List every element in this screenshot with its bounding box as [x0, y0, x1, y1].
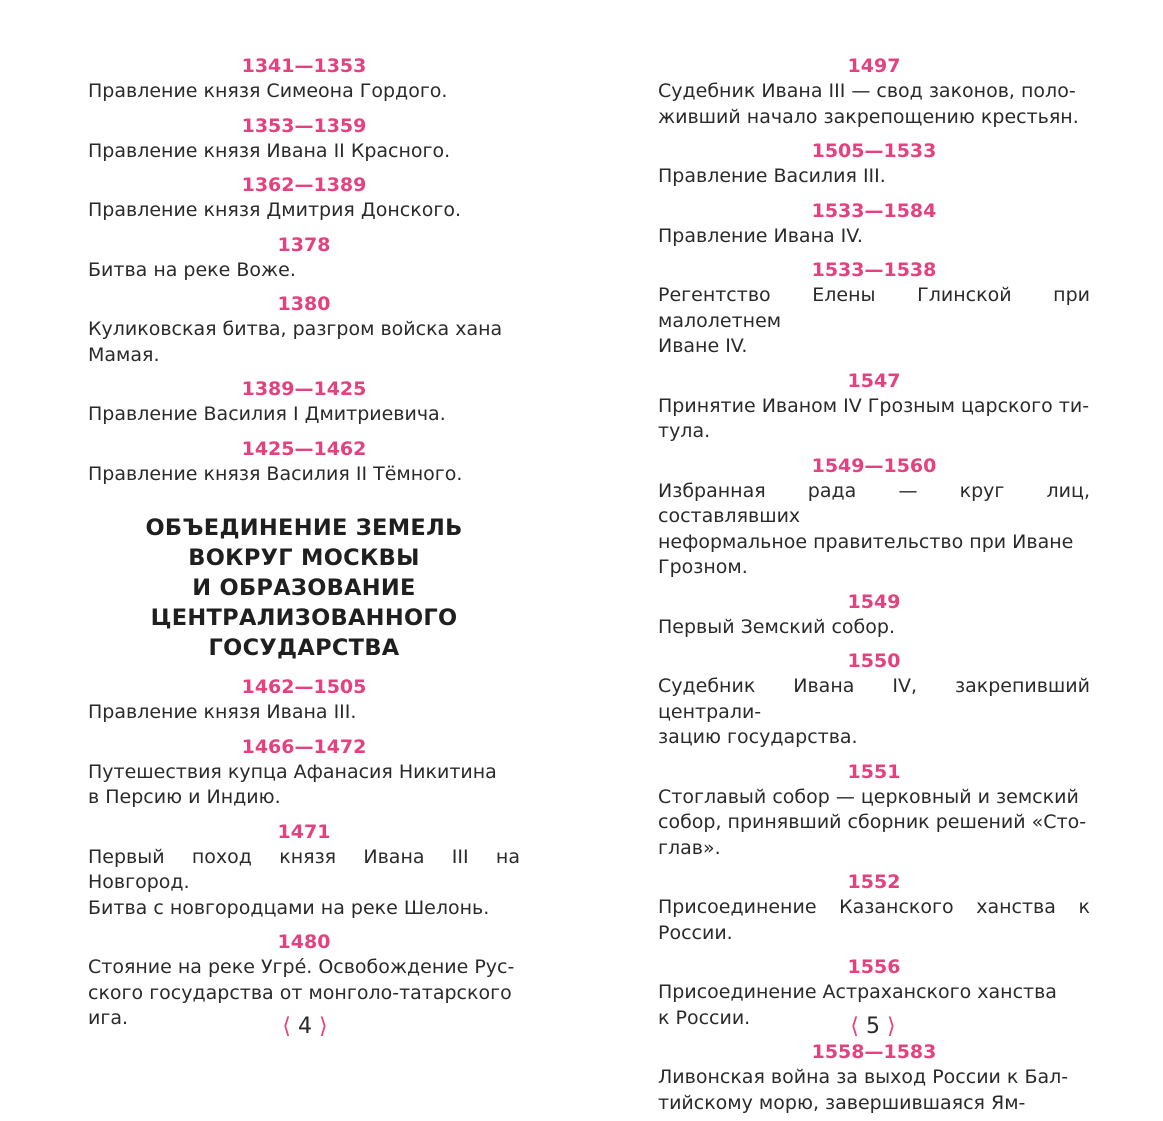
right-page — [658, 50, 1090, 1121]
entry-text: Правление Василия III. — [658, 165, 886, 187]
entry-year: 1550 — [847, 650, 901, 672]
entry-year: 1497 — [847, 55, 901, 77]
timeline-entry — [88, 110, 520, 165]
entry-year: 1549—1560 — [811, 454, 937, 477]
entry-text: Ливонская война за выход России к Бал- тийскому морю, завершившаяся Ям- — [658, 1066, 1069, 1114]
timeline-entry — [658, 866, 1090, 946]
entry-year: 1547 — [847, 369, 901, 392]
timeline-entry — [658, 756, 1090, 862]
page-number-left — [275, 1012, 335, 1042]
entry-year: 1471 — [277, 820, 331, 843]
left-entries-top — [88, 50, 520, 487]
entry-text: Регентство Елены Глинской при малолетнем Иване IV. — [658, 284, 1090, 357]
entry-text: Стояние на реке Угре́. Освобождение Рус- ского государства от монголо-татарского ига. — [88, 956, 515, 1029]
entry-text: Куликовская битва, разгром войска хана Мамая. — [88, 318, 503, 366]
page-number-value: 4 — [298, 1014, 312, 1039]
entry-year: 1549 — [847, 590, 901, 613]
entry-text: Правление князя Василия II Тёмного. — [88, 462, 463, 485]
timeline-entry — [658, 645, 1090, 751]
entry-year: 1556 — [847, 956, 901, 978]
entry-text: Правление князя Симеона Гордого. — [88, 80, 448, 102]
entry-text: Присоединение Астраханского ханства к России. — [658, 981, 1057, 1029]
entry-text: Стоглавый собор — церковный и земский собор, принявший сборник решений «Сто- глав». — [658, 785, 1087, 859]
entry-year: 1425—1462 — [241, 437, 367, 460]
entry-year: 1389—1425 — [241, 378, 367, 400]
entry-year: 1533—1538 — [811, 259, 937, 281]
entry-year: 1480 — [277, 931, 331, 953]
timeline-entry — [658, 50, 1090, 130]
entry-year: 1466—1472 — [241, 735, 367, 758]
entry-year: 1533—1584 — [811, 199, 937, 222]
left-page — [88, 50, 520, 1037]
entry-year: 1552 — [847, 871, 901, 893]
entry-text: Битва на реке Воже. — [88, 258, 296, 281]
timeline-entry — [658, 254, 1090, 360]
timeline-entry — [88, 373, 520, 428]
timeline-entry — [88, 816, 520, 922]
timeline-entry — [88, 50, 520, 105]
entry-year: 1380 — [277, 293, 331, 315]
entry-year: 1341—1353 — [241, 55, 367, 77]
timeline-entry — [88, 671, 520, 726]
entry-text: Избранная рада — круг лиц, составлявших неформальное правительство при Иване Грозном. — [658, 479, 1090, 578]
timeline-entry — [88, 433, 520, 488]
page-bracket-close: ⟩ — [887, 1014, 896, 1039]
entry-text: Правление князя Дмитрия Донского. — [88, 199, 461, 221]
entry-text: Правление князя Ивана III. — [88, 701, 357, 723]
entry-text: Судебник Ивана III — свод законов, поло- живший начало закрепощению крестьян. — [658, 80, 1079, 128]
entry-year: 1462—1505 — [241, 676, 367, 698]
page-number-right — [843, 1012, 903, 1042]
entry-text: Правление Ивана IV. — [658, 224, 863, 247]
page-bracket-open: ⟨ — [850, 1014, 859, 1039]
timeline-entry — [658, 450, 1090, 581]
entry-text: Правление князя Ивана II Красного. — [88, 139, 451, 162]
timeline-entry — [658, 1036, 1090, 1116]
timeline-entry — [88, 288, 520, 368]
left-entries-bottom — [88, 671, 520, 1032]
timeline-entry — [658, 135, 1090, 190]
timeline-entry — [658, 195, 1090, 250]
page-number-value: 5 — [866, 1014, 880, 1039]
entry-year: 1551 — [847, 760, 901, 783]
timeline-entry — [658, 586, 1090, 641]
section-heading: ОБЪЕДИНЕНИЕ ЗЕМЕЛЬ ВОКРУГ МОСКВЫ И ОБРАЗОВАНИЕ ЦЕНТРАЛИЗОВАННОГО ГОСУДАРСТВА — [145, 515, 463, 661]
timeline-entry — [88, 229, 520, 284]
entry-text: Принятие Иваном IV Грозным царского ти- тула. — [658, 394, 1090, 442]
entry-text: Первый Земский собор. — [658, 615, 895, 638]
timeline-entry — [88, 731, 520, 811]
entry-year: 1378 — [277, 233, 331, 256]
timeline-entry — [658, 365, 1090, 445]
timeline-entry — [88, 169, 520, 224]
page-bracket-close: ⟩ — [319, 1014, 328, 1039]
entry-year: 1362—1389 — [241, 174, 367, 196]
entry-year: 1353—1359 — [241, 114, 367, 137]
entry-year: 1505—1533 — [811, 140, 937, 162]
page-bracket-open: ⟨ — [282, 1014, 291, 1039]
entry-year: 1558—1583 — [811, 1041, 937, 1063]
entry-text: Первый поход князя Ивана III на Новгород. Битва с новгородцами на реке Шелонь. — [88, 845, 520, 919]
entry-text: Путешествия купца Афанасия Никитина в Персию и Индию. — [88, 760, 497, 808]
entry-text: Судебник Ивана IV, закрепивший централи- зацию государства. — [658, 675, 1090, 748]
entry-text: Присоединение Казанского ханства к России. — [658, 896, 1090, 944]
entry-text: Правление Василия I Дмитриевича. — [88, 403, 446, 425]
